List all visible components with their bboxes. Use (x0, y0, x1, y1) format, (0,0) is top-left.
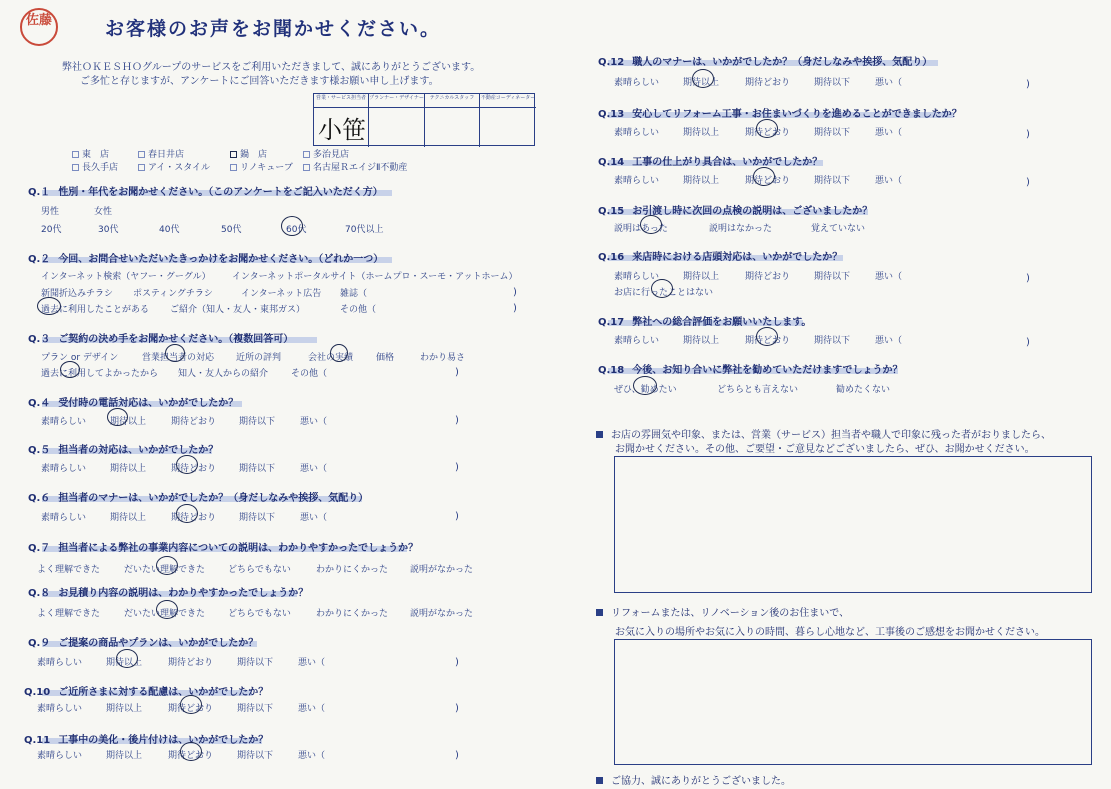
answer-option[interactable]: 期待どおり (168, 704, 214, 714)
answer-option[interactable]: 素晴らしい (614, 336, 660, 346)
free-comment-prompt-2b: お気に入りの場所やお気に入りの時間、暮らし心地など、工事後のご感想をお聞かせください。 (615, 627, 1045, 638)
answer-option[interactable]: インターネットポータルサイト（ホームプロ・スーモ・アットホーム） (232, 272, 518, 282)
checkbox-icon[interactable] (303, 164, 310, 171)
answer-option[interactable]: 悪い（ (298, 658, 326, 668)
answer-option[interactable]: 悪い（ (875, 336, 903, 346)
question-heading: Q.４ 受付時の電話対応は、いかがでしたか？ (28, 398, 239, 409)
answer-circle-mark (107, 408, 128, 426)
answer-option[interactable]: わかりにくかった (316, 609, 389, 619)
answer-option[interactable]: 悪い（ (875, 78, 903, 88)
answer-option[interactable]: プラン or デザイン (41, 353, 119, 363)
answer-option[interactable]: 悪い（ (298, 704, 326, 714)
answer-option[interactable]: 素晴らしい (614, 272, 660, 282)
store-label: 長久手店 (82, 163, 119, 173)
answer-option[interactable]: 説明はなかった (709, 224, 773, 234)
answer-option[interactable]: 悪い（ (300, 464, 328, 474)
bullet-square-icon (596, 431, 603, 438)
store-label: 鍋 店 (240, 150, 268, 160)
question-heading: Q.11 工事中の美化・後片付けは、いかがでしたか？ (24, 735, 269, 746)
answer-option[interactable]: ご紹介（知人・友人・東邦ガス） (170, 305, 306, 315)
answer-option[interactable]: 営業担当者の対応 (142, 353, 215, 363)
answer-option[interactable]: 価格 (376, 353, 395, 363)
store-label: 多治見店 (313, 150, 350, 160)
answer-option[interactable]: わかりにくかった (316, 565, 389, 575)
answer-option[interactable]: 素晴らしい (614, 78, 660, 88)
answer-option[interactable]: お店に行ったことはない (614, 288, 714, 298)
answer-option[interactable]: 30代 (98, 225, 119, 235)
question-heading: Q.１ 性別・年代をお聞かせください。（このアンケートをご記入いただく方） (28, 187, 383, 198)
answer-circle-mark (180, 695, 202, 714)
close-paren: ) (455, 750, 459, 761)
answer-option[interactable]: 期待以上 (106, 658, 143, 668)
staff-header-planner: プランナー・デザイナー (369, 94, 424, 108)
question-heading: Q.17 弊社への総合評価をお願いいたします。 (598, 317, 812, 328)
answer-option[interactable]: 期待以下 (237, 704, 274, 714)
answer-option[interactable]: 期待以上 (106, 751, 143, 761)
answer-circle-mark (176, 504, 198, 523)
answer-circle-mark (756, 119, 778, 138)
close-paren: ) (455, 415, 459, 426)
answer-option[interactable]: どちらでもない (228, 609, 291, 619)
answer-option[interactable]: だいたい理解できた (124, 565, 206, 575)
answer-option[interactable]: 50代 (221, 225, 242, 235)
name-stamp (20, 8, 58, 46)
answer-option[interactable]: 悪い（ (875, 176, 903, 186)
free-comment-prompt-1b: お聞かせください。その他、ご要望・ご意見などございましたら、ぜひ、お聞かせください。 (615, 444, 1035, 455)
answer-circle-mark (692, 69, 714, 88)
free-comment-box-2[interactable] (614, 639, 1092, 765)
answer-option[interactable]: 説明がなかった (410, 609, 474, 619)
answer-option[interactable]: 会社の実績 (308, 353, 354, 363)
question-heading: Q.18 今後、お知り合いに弊社を勧めていただけますでしょうか？ (598, 365, 903, 376)
answer-option[interactable]: 60代 (286, 225, 307, 235)
staff-header-sales: 営業・サービス担当者 (314, 94, 368, 108)
answer-option[interactable]: 40代 (159, 225, 180, 235)
answer-option[interactable]: 説明がなかった (410, 565, 474, 575)
answer-option[interactable]: 期待どおり (745, 336, 791, 346)
answer-option[interactable]: 悪い（ (298, 751, 326, 761)
answer-circle-mark (633, 376, 657, 395)
answer-option[interactable]: 期待どおり (745, 78, 791, 88)
answer-option[interactable]: わかり易さ (420, 353, 466, 363)
answer-option[interactable]: 素晴らしい (614, 128, 660, 138)
answer-option[interactable]: 期待以下 (814, 78, 851, 88)
answer-circle-mark (753, 167, 775, 186)
checkbox-icon[interactable] (72, 164, 79, 171)
question-heading: Q.10 ご近所さまに対する配慮は、いかがでしたか？ (24, 687, 269, 698)
answer-option[interactable]: 期待以上 (683, 78, 720, 88)
store-label: 名古屋ＲエイジⅡ不動産 (313, 163, 408, 173)
answer-option[interactable]: 期待どおり (171, 513, 217, 523)
answer-option[interactable]: どちらとも言えない (717, 385, 799, 395)
answer-option[interactable]: 期待以下 (239, 513, 276, 523)
store-label: アイ・スタイル (148, 163, 211, 173)
answer-option[interactable]: 期待以下 (814, 272, 851, 282)
checkbox-icon[interactable] (138, 151, 145, 158)
bullet-square-icon (596, 777, 603, 784)
free-comment-prompt-2: リフォームまたは、リノベーション後のお住まいで、 (596, 604, 849, 619)
answer-option[interactable]: その他（ (340, 305, 377, 315)
question-heading: Q.６ 担当者のマナーは、いかがでしたか？（身だしなみや挨拶、気配り） (28, 493, 369, 504)
answer-option[interactable]: ポスティングチラシ (133, 289, 213, 299)
answer-option[interactable]: 期待以上 (683, 272, 720, 282)
answer-option[interactable]: 素晴らしい (41, 513, 87, 523)
answer-option[interactable]: 期待どおり (745, 128, 791, 138)
store-option[interactable] (138, 160, 210, 173)
answer-circle-mark (640, 215, 662, 234)
store-option[interactable] (303, 160, 407, 173)
store-option[interactable] (303, 147, 349, 160)
answer-option[interactable]: 悪い（ (875, 128, 903, 138)
answer-option[interactable]: 期待以上 (110, 417, 147, 427)
close-paren: ) (455, 703, 459, 714)
answer-option[interactable]: 期待以上 (683, 128, 720, 138)
answer-circle-mark (156, 600, 178, 619)
answer-option[interactable]: 期待どおり (745, 176, 791, 186)
question-heading: Q.７ 担当者による弊社の事業内容についての説明は、わかりやすかったでしょうか？ (28, 543, 419, 554)
store-option[interactable] (138, 147, 184, 160)
free-comment-prompt-1: お店の雰囲気や印象、または、営業（サービス）担当者や職人で印象に残った者がおりましたら、 (596, 426, 1051, 441)
answer-option[interactable]: 期待どおり (171, 417, 217, 427)
page-title: お客様のお声をお聞かせください。 (105, 18, 442, 40)
answer-option[interactable]: 覚えていない (811, 224, 866, 234)
staff-header-realestate: 不動産コーディネーター (480, 94, 536, 108)
close-paren: ) (1026, 177, 1030, 188)
answer-option[interactable]: 悪い（ (300, 417, 328, 427)
answer-option[interactable]: 70代以上 (345, 225, 384, 235)
thanks-footer: ご協力、誠にありがとうございました。 (596, 772, 791, 787)
answer-circle-mark (180, 742, 202, 761)
store-option[interactable] (230, 160, 293, 173)
question-heading: Q.５ 担当者の対応は、いかがでしたか？ (28, 445, 219, 456)
answer-option[interactable]: 期待どおり (745, 272, 791, 282)
handwritten-staff-name: 小笹 (318, 116, 366, 144)
checkbox-checked-icon[interactable] (230, 151, 237, 158)
answer-option[interactable]: 男性 (41, 207, 60, 217)
answer-option[interactable]: 過去に利用したことがある (41, 305, 150, 315)
answer-option[interactable]: 素晴らしい (37, 658, 83, 668)
close-paren: ) (1026, 273, 1030, 284)
question-heading: Q.16 来店時における店頭対応は、いかがでしたか？ (598, 252, 843, 263)
close-paren: ) (513, 303, 517, 314)
answer-circle-mark (330, 344, 348, 362)
answer-option[interactable]: 期待以下 (814, 176, 851, 186)
answer-option[interactable]: 期待どおり (171, 464, 217, 474)
answer-option[interactable]: インターネット検索（ヤフー・グーグル） (41, 272, 211, 282)
checkbox-icon[interactable] (230, 164, 237, 171)
question-heading: Q.14 工事の仕上がり具合は、いかがでしたか？ (598, 157, 823, 168)
answer-option[interactable]: だいたい理解できた (124, 609, 206, 619)
answer-option[interactable]: インターネット広告 (241, 289, 322, 299)
answer-option[interactable]: 勧めたくない (836, 385, 891, 395)
answer-option[interactable]: 期待以上 (683, 336, 720, 346)
close-paren: ) (455, 367, 459, 378)
store-label: 東 店 (82, 150, 110, 160)
answer-option[interactable]: よく理解できた (37, 565, 101, 575)
store-option[interactable] (72, 160, 118, 173)
answer-option[interactable]: 期待以下 (814, 336, 851, 346)
answer-circle-mark (756, 327, 778, 346)
answer-option[interactable]: 悪い（ (300, 513, 328, 523)
answer-circle-mark (60, 361, 80, 378)
intro-line-2: ご多忙と存じますが、アンケートにご回答いただきます様お願い申し上げます。 (80, 76, 439, 87)
answer-option[interactable]: 素晴らしい (41, 464, 87, 474)
answer-circle-mark (651, 279, 673, 298)
intro-line-1: 弊社ＯＫＥＳＨＯグループのサービスをご利用いただきまして、誠にありがとうございます。 (62, 62, 481, 73)
answer-option[interactable]: 女性 (94, 207, 113, 217)
answer-option[interactable]: 素晴らしい (37, 751, 83, 761)
checkbox-icon[interactable] (303, 151, 310, 158)
question-heading: Q.12 職人のマナーは、いかがでしたか？（身だしなみや挨拶、気配り） (598, 57, 933, 68)
answer-option[interactable]: 期待以下 (814, 128, 851, 138)
store-label: リノキューブ (240, 163, 293, 173)
close-paren: ) (1026, 337, 1030, 348)
staff-header-technical: テクニカルスタッフ (425, 94, 479, 108)
answer-circle-mark (281, 216, 303, 236)
checkbox-icon[interactable] (72, 151, 79, 158)
answer-option[interactable]: 期待以上 (110, 513, 147, 523)
answer-option[interactable]: 説明はあった (614, 224, 668, 234)
close-paren: ) (455, 511, 459, 522)
close-paren: ) (513, 287, 517, 298)
answer-option[interactable]: 期待以下 (239, 464, 276, 474)
close-paren: ) (1026, 129, 1030, 140)
store-option[interactable] (230, 147, 267, 160)
answer-option[interactable]: 過去に利用してよかったから (41, 369, 159, 379)
answer-option[interactable]: 期待以下 (239, 417, 276, 427)
answer-option[interactable]: 新聞折込みチラシ (41, 289, 114, 299)
question-heading: Q.８ お見積り内容の説明は、わかりやすかったでしょうか？ (28, 588, 309, 599)
answer-option[interactable]: 悪い（ (875, 272, 903, 282)
answer-circle-mark (176, 455, 198, 474)
answer-option[interactable]: 雑誌（ (340, 289, 368, 299)
answer-option[interactable]: その他（ (291, 369, 328, 379)
answer-option[interactable]: 素晴らしい (41, 417, 87, 427)
store-label: 春日井店 (148, 150, 185, 160)
answer-option[interactable]: どちらでもない (228, 565, 291, 575)
store-option[interactable] (72, 147, 109, 160)
question-heading: Q.15 お引渡し時に次回の点検の説明は、ございましたか？ (598, 206, 873, 217)
answer-option[interactable]: 20代 (41, 225, 62, 235)
staff-table (313, 93, 535, 146)
answer-option[interactable]: 期待以下 (237, 658, 274, 668)
free-comment-box-1[interactable] (614, 456, 1092, 593)
answer-option[interactable]: 知人・友人からの紹介 (178, 369, 269, 379)
answer-option[interactable]: 期待以上 (110, 464, 147, 474)
answer-circle-mark (156, 556, 178, 575)
close-paren: ) (455, 657, 459, 668)
question-heading: Q.２ 今回、お問合せいただいたきっかけをお聞かせください。（どれか一つ） (28, 254, 384, 265)
answer-option[interactable]: 近所の評判 (236, 353, 282, 363)
question-heading: Q.９ ご提案の商品やプランは、いかがでしたか？ (28, 638, 259, 649)
close-paren: ) (455, 462, 459, 473)
answer-option[interactable]: 期待どおり (168, 751, 214, 761)
stamp-text: 佐藤 (25, 13, 52, 28)
question-heading: Q.13 安心してリフォーム工事・お住まいづくりを進めることができましたか？ (598, 109, 962, 120)
checkbox-icon[interactable] (138, 164, 145, 171)
bullet-square-icon (596, 609, 603, 616)
answer-circle-mark (37, 297, 61, 315)
answer-circle-mark (116, 649, 138, 668)
question-heading: Q.３ ご契約の決め手をお聞かせください。（複数回答可） (28, 334, 294, 345)
answer-circle-mark (165, 344, 185, 362)
answer-option[interactable]: 期待以上 (106, 704, 143, 714)
answer-option[interactable]: 期待以下 (237, 751, 274, 761)
close-paren: ) (1026, 79, 1030, 90)
answer-option[interactable]: 期待どおり (168, 658, 214, 668)
answer-option[interactable]: よく理解できた (37, 609, 101, 619)
answer-option[interactable]: 期待以上 (683, 176, 720, 186)
answer-option[interactable]: 素晴らしい (37, 704, 83, 714)
answer-option[interactable]: ぜひ、勧めたい (614, 385, 677, 395)
answer-option[interactable]: 素晴らしい (614, 176, 660, 186)
